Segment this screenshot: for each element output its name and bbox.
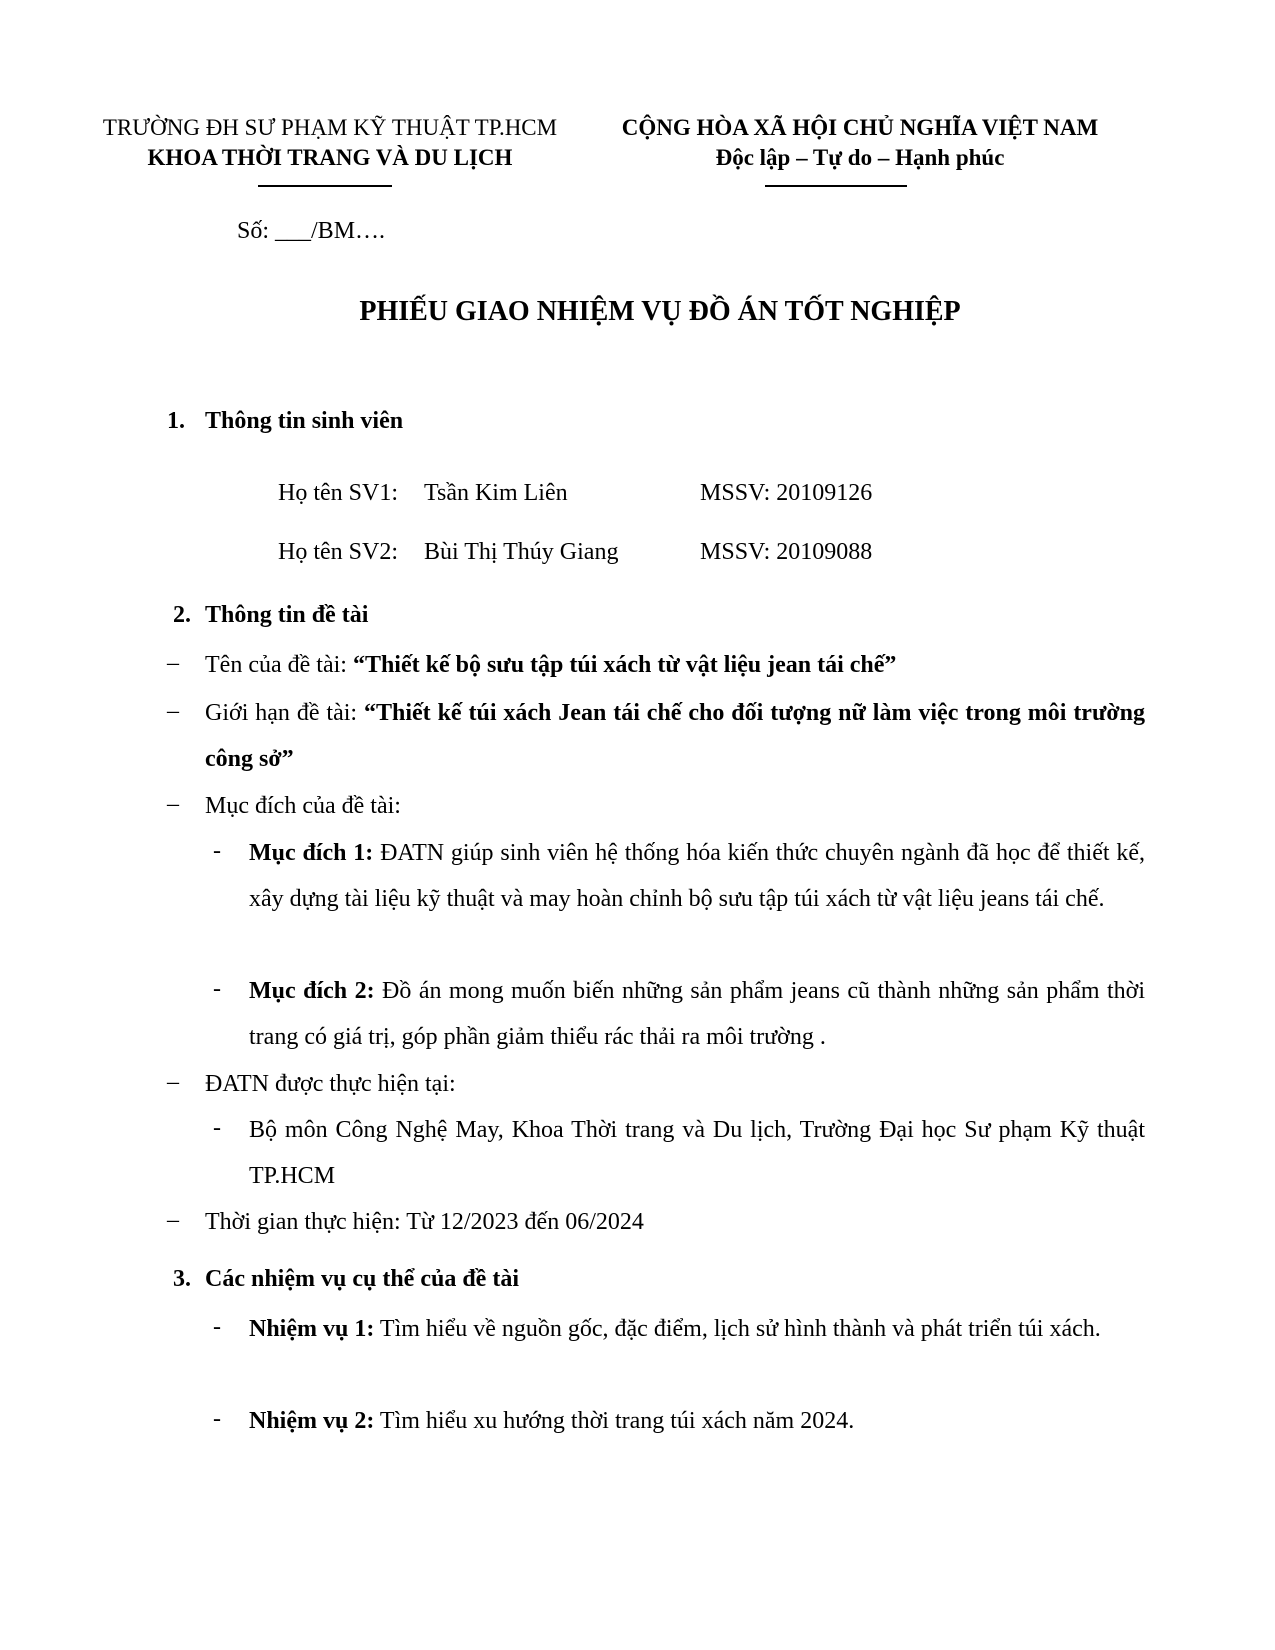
section-1-number: 1. — [167, 408, 185, 434]
student-2-mssv: MSSV: 20109088 — [700, 539, 873, 565]
header-left-rule — [258, 185, 392, 187]
ten-value: “Thiết kế bộ sưu tập túi xách từ vật liệu jean tái chế” — [352, 652, 897, 678]
student-1-label: Họ tên SV1: — [278, 480, 398, 506]
section-2-number: 2. — [173, 602, 191, 628]
md1-label: Mục đích 1: — [249, 840, 374, 866]
document-number: Số: ___/BM…. — [237, 218, 386, 244]
bullet-nv1: - — [213, 1314, 221, 1340]
noi-thuc-hien-label: ĐATN được thực hiện tại: — [205, 1071, 456, 1097]
md1-text: ĐATN giúp sinh viên hệ thống hóa kiến thức chuyên ngành đã học để thiết kế, xây dựng tài liệu kỹ thuật và may hoàn chỉnh bộ sưu tập túi xách từ vật liệu jeans tái chế. — [249, 840, 1145, 912]
header-left — [40, 113, 620, 173]
noi-thuc-hien-text: Bộ môn Công Nghệ May, Khoa Thời trang và Du lịch, Trường Đại học Sư phạm Kỹ thuật TP.HCM — [249, 1117, 1145, 1189]
header-right — [580, 113, 1140, 173]
document-title: PHIẾU GIAO NHIỆM VỤ ĐỒ ÁN TỐT NGHIỆP — [359, 296, 961, 327]
bullet-nv2: - — [213, 1406, 221, 1432]
school-name: TRƯỜNG ĐH SƯ PHẠM KỸ THUẬT TP.HCM — [102, 115, 558, 140]
student-2-label: Họ tên SV2: — [278, 539, 398, 565]
dash-gioihan: – — [167, 698, 179, 724]
muc-dich-2 — [249, 968, 1145, 1060]
section-3-heading: Các nhiệm vụ cụ thể của đề tài — [205, 1266, 519, 1292]
md2-text: Đồ án mong muốn biến những sản phẩm jeans cũ thành những sản phẩm thời trang có giá trị, góp phần giảm thiểu rác thải ra môi trường . — [249, 978, 1145, 1050]
student-2-name: Bùi Thị Thúy Giang — [424, 539, 619, 565]
dash-ten: – — [167, 650, 179, 676]
muc-dich-1 — [249, 830, 1145, 922]
bullet-md1: - — [213, 838, 221, 864]
motto: Độc lập – Tự do – Hạnh phúc — [715, 145, 1005, 170]
md2-label: Mục đích 2: — [249, 978, 375, 1004]
nv1-label: Nhiệm vụ 1: — [249, 1316, 375, 1342]
thoi-gian-thuc-hien: Thời gian thực hiện: Từ 12/2023 đến 06/2024 — [205, 1209, 644, 1235]
header-right-rule — [765, 185, 907, 187]
gioihan-value: “Thiết kế túi xách Jean tái chế cho đối tượng nữ làm việc trong môi trường công sở” — [205, 700, 1145, 772]
bullet-noi: - — [213, 1115, 221, 1141]
country-name: CỘNG HÒA XÃ HỘI CHỦ NGHĨA VIỆT NAM — [621, 115, 1099, 140]
ten-de-tai — [205, 642, 1145, 688]
nv2-label: Nhiệm vụ 2: — [249, 1408, 375, 1434]
section-1-heading: Thông tin sinh viên — [205, 408, 404, 434]
nhiem-vu-1 — [249, 1306, 1145, 1352]
dash-noi: – — [167, 1069, 179, 1095]
nv1-text: Tìm hiểu về nguồn gốc, đặc điểm, lịch sử hình thành và phát triển túi xách. — [374, 1316, 1101, 1342]
section-2-heading: Thông tin đề tài — [205, 602, 369, 628]
dash-thoigian: – — [167, 1207, 179, 1233]
student-1-mssv: MSSV: 20109126 — [700, 480, 873, 506]
section-3-number: 3. — [173, 1266, 191, 1292]
faculty-name: KHOA THỜI TRANG VÀ DU LỊCH — [147, 145, 513, 170]
muc-dich-label: Mục đích của đề tài: — [205, 793, 401, 819]
dash-mucdich: – — [167, 791, 179, 817]
nv2-text: Tìm hiểu xu hướng thời trang túi xách năm 2024. — [374, 1408, 855, 1434]
gioihan-label: Giới hạn đề tài: — [205, 700, 364, 726]
gioi-han-de-tai — [205, 690, 1145, 782]
ten-label: Tên của đề tài: — [205, 652, 353, 678]
nhiem-vu-2 — [249, 1398, 1145, 1444]
student-1-name: Tsần Kim Liên — [424, 480, 568, 506]
bullet-md2: - — [213, 976, 221, 1002]
